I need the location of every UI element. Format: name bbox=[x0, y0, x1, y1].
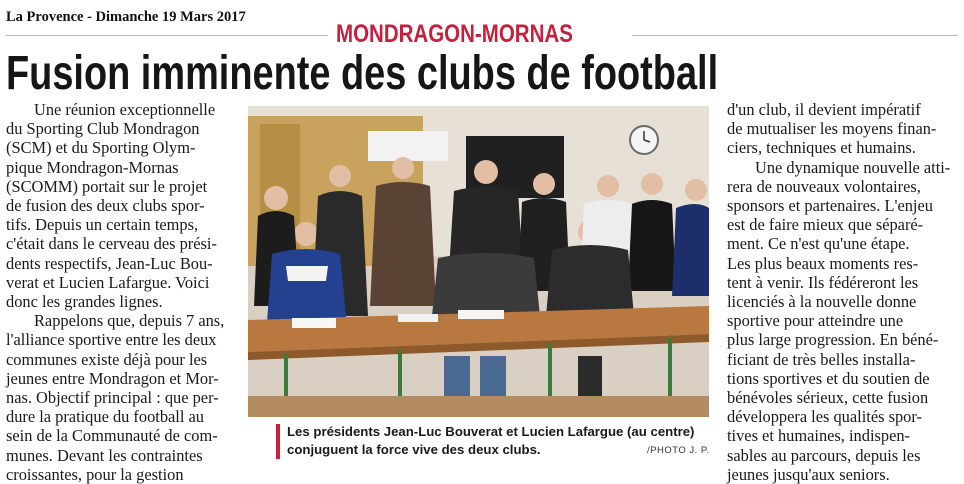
text-line: donc les grandes lignes. bbox=[6, 292, 163, 312]
rubric-rule-right bbox=[632, 35, 958, 36]
caption-line: Les présidents Jean-Luc Bouverat et Lucien Lafargue (au centre) bbox=[287, 424, 695, 439]
article-headline: Fusion imminente des clubs de football bbox=[6, 47, 719, 100]
text-line: sein de la Communauté de com- bbox=[6, 426, 218, 446]
photo-credit: /PHOTO J. P. bbox=[647, 445, 710, 456]
text-line: sportive pour atteindre une bbox=[727, 311, 904, 331]
rubric-rule-left bbox=[6, 35, 328, 36]
text-line: d'un club, il devient impératif bbox=[727, 100, 921, 119]
text-line: sponsors et partenaires. L'enjeu bbox=[727, 196, 933, 216]
photo-caption bbox=[287, 423, 705, 459]
text-line: plus large progression. En béné- bbox=[727, 330, 939, 350]
text-line: tent à venir. Ils fédéreront les bbox=[727, 272, 919, 292]
text-line: de mutualiser les moyens finan- bbox=[727, 119, 937, 139]
caption-line: conjuguent la force vive des deux clubs. bbox=[287, 442, 541, 457]
section-rubric: MONDRAGON-MORNAS bbox=[336, 20, 573, 48]
text-line: jeunes entre Mondragon et Mor- bbox=[6, 368, 219, 388]
text-line: développera les qualités spor- bbox=[727, 407, 922, 427]
text-line: dure la pratique du football au bbox=[6, 407, 204, 427]
text-line: du Sporting Club Mondragon bbox=[6, 119, 200, 139]
text-line: dents respectifs, Jean-Luc Bou- bbox=[6, 253, 213, 273]
text-line: est de faire mieux que séparé- bbox=[727, 215, 924, 235]
article-column-left bbox=[6, 100, 240, 484]
text-line: tifs. Depuis un certain temps, bbox=[6, 215, 199, 235]
text-line: licenciés à la nouvelle donne bbox=[727, 292, 917, 312]
team-photo bbox=[248, 106, 709, 417]
text-line: de fusion des deux clubs spor- bbox=[6, 196, 205, 216]
text-line: bénévoles sérieux, cette fusion bbox=[727, 388, 929, 408]
text-line: munes. Devant les contraintes bbox=[6, 445, 203, 465]
text-line: ment. Ce n'est qu'une étape. bbox=[727, 234, 910, 254]
text-line: Rappelons que, depuis 7 ans, bbox=[34, 311, 225, 331]
text-line: ciers, techniques et humains. bbox=[727, 138, 916, 158]
text-line: (SCM) et du Sporting Olym- bbox=[6, 138, 196, 158]
text-line: ficiant de très belles installa- bbox=[727, 349, 916, 369]
text-line: nas. Objectif principal : que per- bbox=[6, 388, 219, 408]
text-line: Les plus beaux moments res- bbox=[727, 253, 919, 273]
text-line: l'alliance sportive entre les deux bbox=[6, 330, 217, 350]
text-line: verat et Lucien Lafargue. Voici bbox=[6, 272, 210, 292]
text-line: communes existe déjà pour les bbox=[6, 349, 208, 369]
caption-accent-bar bbox=[276, 424, 280, 459]
text-line: Une dynamique nouvelle atti- bbox=[755, 157, 951, 177]
text-line: tions sportives et du soutien de bbox=[727, 368, 930, 388]
text-line: croissantes, pour la gestion bbox=[6, 464, 184, 484]
text-line: c'était dans le cerveau des prési- bbox=[6, 234, 217, 254]
text-line: rera de nouveaux volontaires, bbox=[727, 176, 921, 196]
article-column-right bbox=[727, 100, 954, 484]
text-line: Une réunion exceptionnelle bbox=[34, 100, 216, 119]
text-line: sables au parcours, depuis les bbox=[727, 445, 921, 465]
text-line: jeunes jusqu'aux seniors. bbox=[727, 464, 890, 484]
text-line: (SCOMM) portait sur le projet bbox=[6, 176, 208, 196]
masthead: La Provence - Dimanche 19 Mars 2017 bbox=[6, 9, 246, 25]
text-line: tives et humaines, indispen- bbox=[727, 426, 910, 446]
text-line: pique Mondragon-Mornas bbox=[6, 157, 179, 177]
